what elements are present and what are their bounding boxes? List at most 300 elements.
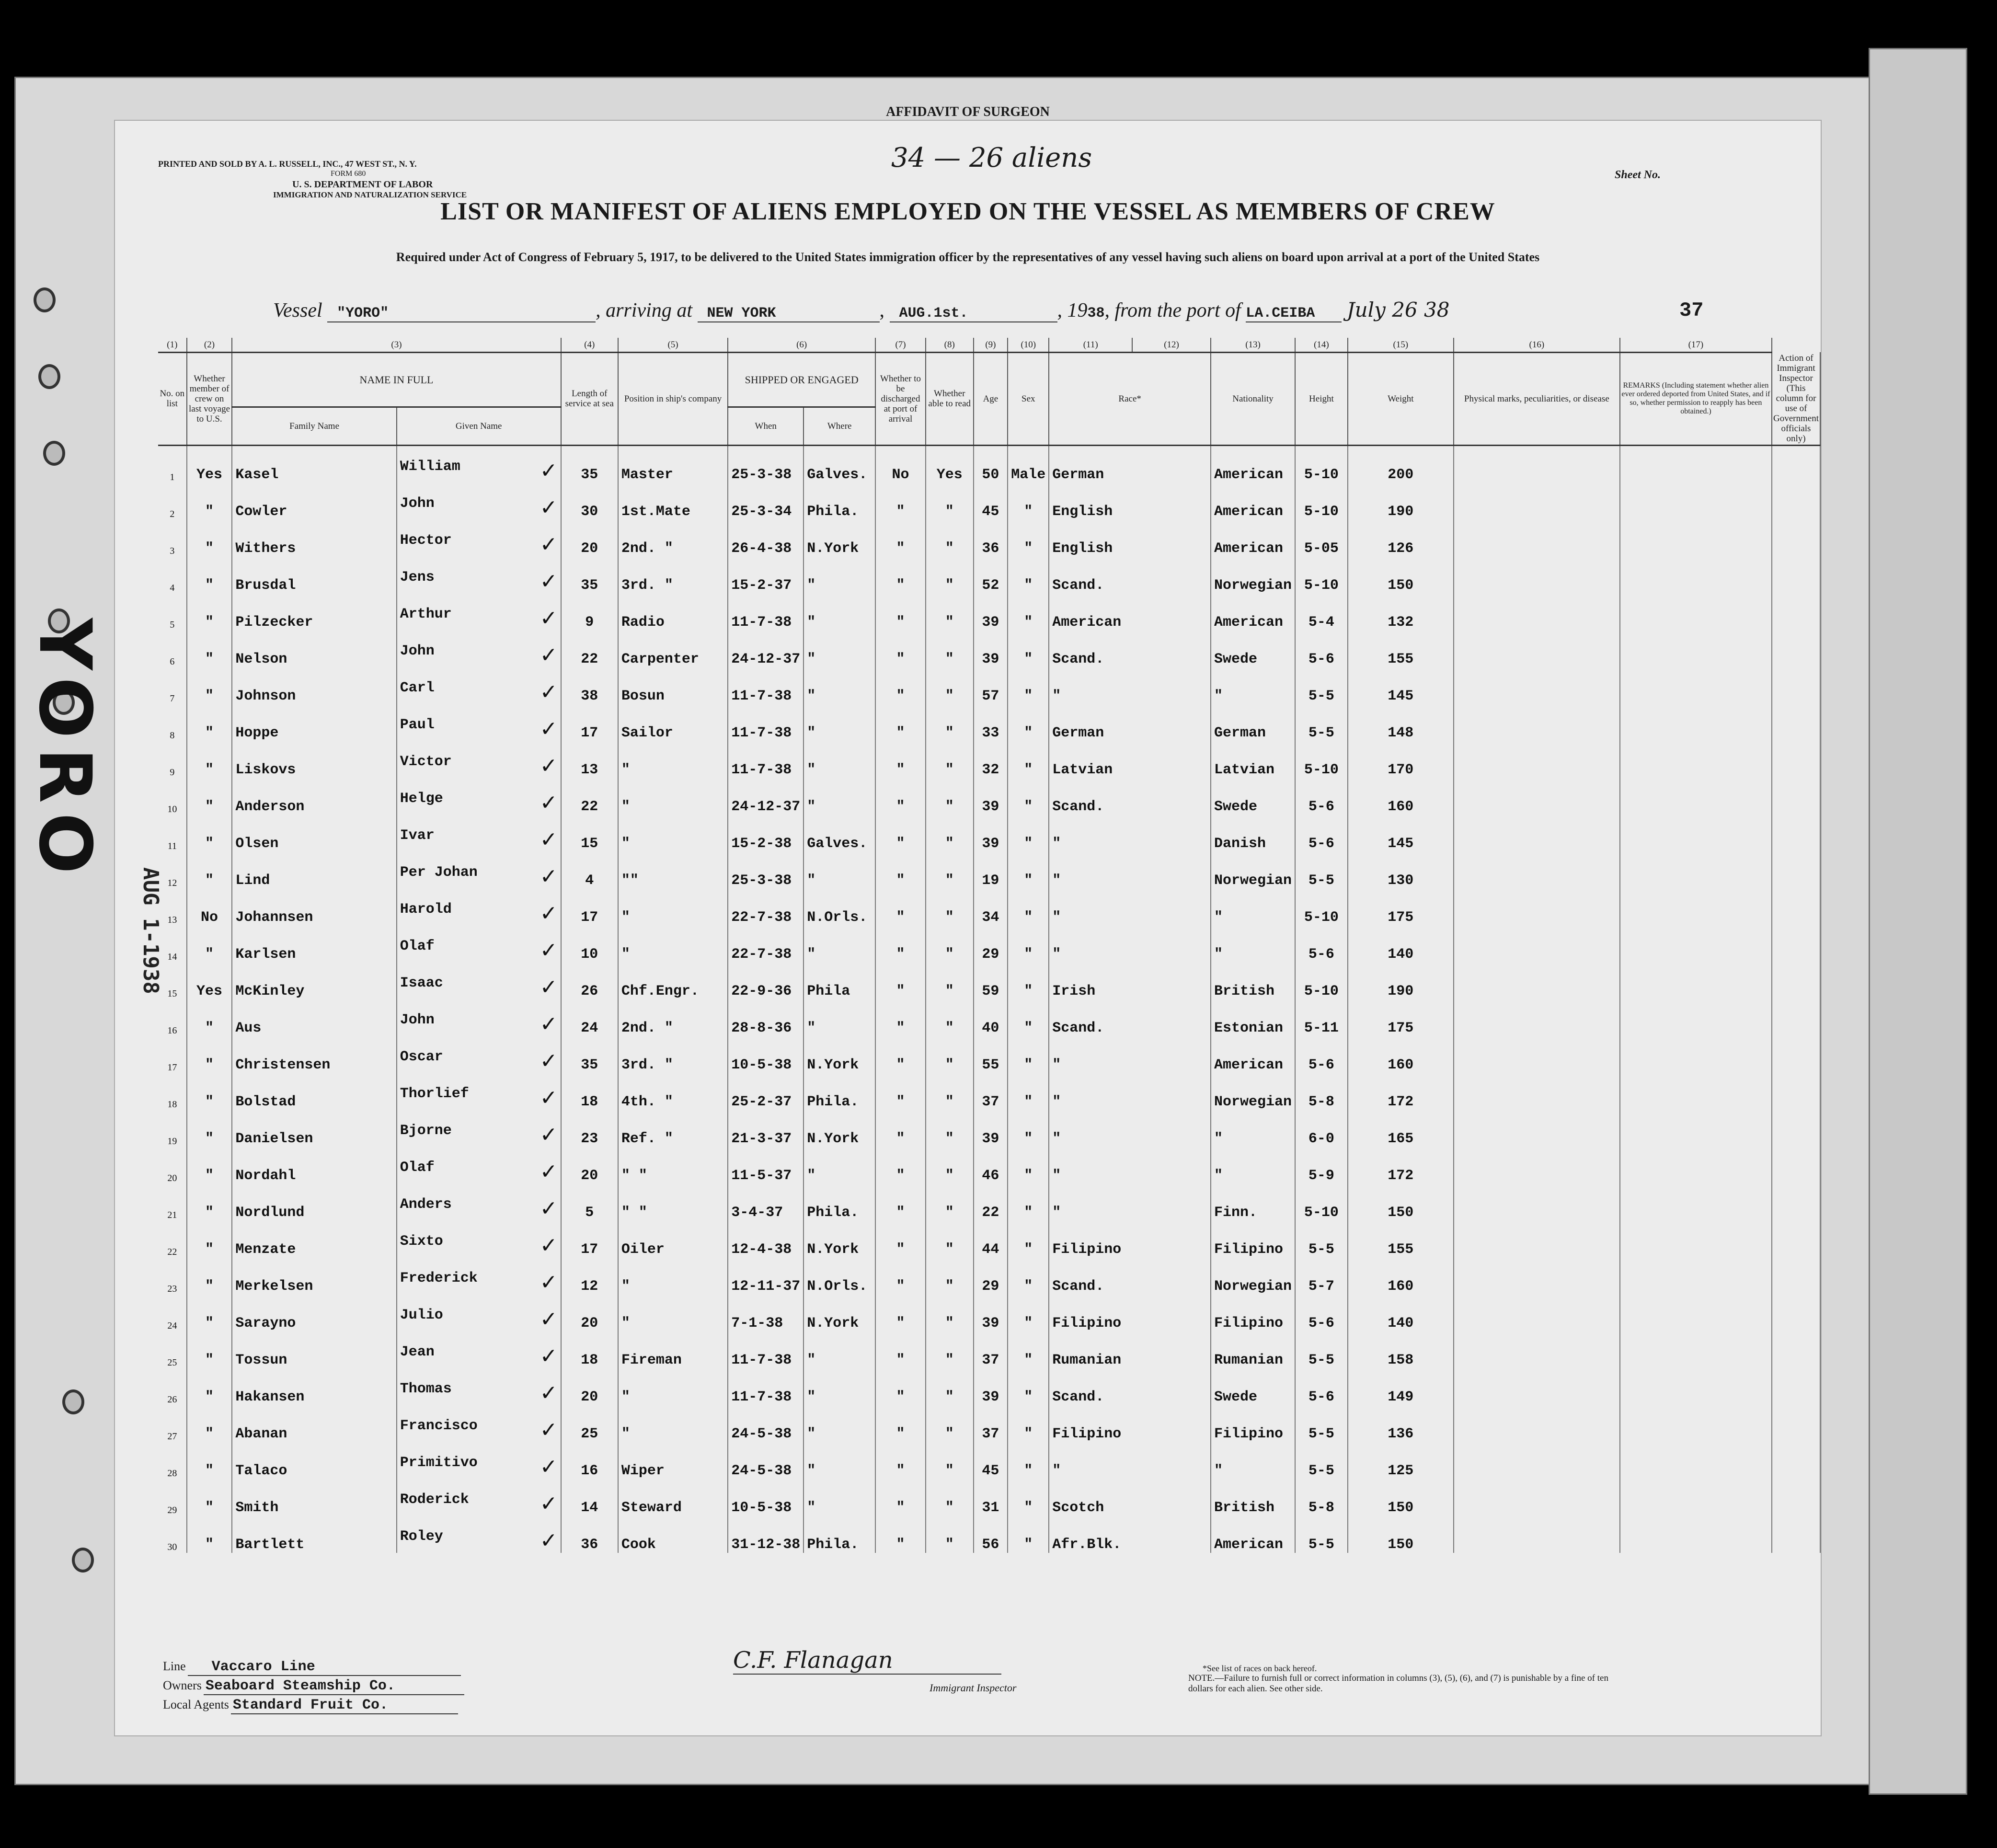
cell-shipped-where: Galves.	[803, 446, 875, 483]
cell-weight: 150	[1348, 1184, 1454, 1221]
cell-age: 29	[974, 1258, 1008, 1295]
column-header-previous-voyage: Whether member of crew on last voyage to U.S.	[187, 352, 232, 446]
cell-age: 37	[974, 1331, 1008, 1368]
check-mark-icon: ✓	[539, 1086, 558, 1110]
cell-previous-voyage: Yes	[187, 963, 232, 999]
row-number: 9	[158, 741, 187, 778]
cell-family-name: Karlsen	[232, 926, 396, 963]
cell-inspector-action	[1772, 1479, 1820, 1516]
cell-service: 17	[561, 704, 618, 741]
cell-family-name: McKinley	[232, 963, 396, 999]
from-port-label: , from the port of	[1104, 299, 1241, 321]
table-row	[158, 446, 1820, 483]
cell-position: "	[618, 1295, 728, 1331]
cell-family-name: Kasel	[232, 446, 396, 483]
cell-inspector-action	[1772, 1405, 1820, 1442]
cell-shipped-when: 25-2-37	[728, 1073, 803, 1110]
column-number: (9)	[974, 338, 1008, 352]
cell-shipped-when: 24-5-38	[728, 1405, 803, 1442]
line-label: Line	[163, 1659, 186, 1673]
cell-shipped-where: Galves.	[803, 815, 875, 852]
cell-race: "	[1049, 1073, 1211, 1110]
cell-height: 5-6	[1295, 926, 1348, 963]
cell-able-to-read: "	[926, 852, 974, 889]
row-number: 12	[158, 852, 187, 889]
cell-inspector-action	[1772, 520, 1820, 557]
column-header-inspector-action: Action of Immigrant Inspector (This column for use of Government officials only)	[1772, 352, 1820, 446]
cell-age: 36	[974, 520, 1008, 557]
check-mark-icon: ✓	[539, 1159, 558, 1184]
column-header-given-name: Given Name	[397, 407, 561, 445]
cell-inspector-action	[1772, 1110, 1820, 1147]
cell-given-name: Olaf ✓	[397, 1147, 561, 1184]
cell-age: 45	[974, 1442, 1008, 1479]
cell-previous-voyage: No	[187, 889, 232, 926]
cell-remarks	[1620, 999, 1772, 1036]
cell-previous-voyage: "	[187, 1147, 232, 1184]
cell-shipped-when: 10-5-38	[728, 1036, 803, 1073]
cell-sex: "	[1008, 631, 1049, 667]
cell-height: 5-6	[1295, 1295, 1348, 1331]
cell-physical-marks	[1454, 1036, 1620, 1073]
cell-sex: "	[1008, 667, 1049, 704]
cell-given-name: Victor ✓	[397, 741, 561, 778]
cell-discharged: "	[875, 1258, 926, 1295]
cell-shipped-when: 11-7-38	[728, 1368, 803, 1405]
cell-able-to-read: "	[926, 1442, 974, 1479]
cell-sex: "	[1008, 1442, 1049, 1479]
cell-previous-voyage: "	[187, 926, 232, 963]
cell-position: "	[618, 778, 728, 815]
row-number: 18	[158, 1073, 187, 1110]
cell-position: Radio	[618, 594, 728, 631]
cell-weight: 136	[1348, 1405, 1454, 1442]
cell-shipped-where: Phila.	[803, 1073, 875, 1110]
cell-shipped-where: N.York	[803, 1110, 875, 1147]
cell-age: 40	[974, 999, 1008, 1036]
cell-weight: 132	[1348, 594, 1454, 631]
cell-weight: 145	[1348, 667, 1454, 704]
cell-weight: 158	[1348, 1331, 1454, 1368]
cell-remarks	[1620, 631, 1772, 667]
check-mark-icon: ✓	[539, 975, 558, 999]
column-number: (17)	[1620, 338, 1772, 352]
footer-line	[163, 1659, 461, 1676]
cell-able-to-read: "	[926, 631, 974, 667]
punch-hole	[38, 364, 60, 389]
cell-weight: 149	[1348, 1368, 1454, 1405]
cell-given-name: Julio ✓	[397, 1295, 561, 1331]
column-header-shipped: SHIPPED OR ENGAGED	[728, 352, 875, 407]
cell-discharged: "	[875, 1295, 926, 1331]
cell-nationality: American	[1211, 483, 1295, 520]
cell-service: 14	[561, 1479, 618, 1516]
cell-given-name: Isaac ✓	[397, 963, 561, 999]
cell-weight: 150	[1348, 557, 1454, 594]
vessel-label: Vessel	[273, 299, 322, 321]
table-row	[158, 1295, 1820, 1331]
cell-physical-marks	[1454, 852, 1620, 889]
cell-remarks	[1620, 520, 1772, 557]
cell-given-name: Olaf ✓	[397, 926, 561, 963]
cell-able-to-read: "	[926, 1258, 974, 1295]
cell-nationality: Swede	[1211, 631, 1295, 667]
cell-weight: 155	[1348, 631, 1454, 667]
cell-service: 26	[561, 963, 618, 999]
cell-age: 33	[974, 704, 1008, 741]
cell-nationality: "	[1211, 1442, 1295, 1479]
cell-discharged: "	[875, 815, 926, 852]
cell-weight: 175	[1348, 999, 1454, 1036]
cell-height: 5-6	[1295, 778, 1348, 815]
cell-height: 5-8	[1295, 1479, 1348, 1516]
cell-nationality: "	[1211, 889, 1295, 926]
cell-shipped-where: N.York	[803, 1295, 875, 1331]
cell-nationality: Rumanian	[1211, 1331, 1295, 1368]
cell-inspector-action	[1772, 631, 1820, 667]
cell-position: Wiper	[618, 1442, 728, 1479]
check-mark-icon: ✓	[539, 1455, 558, 1479]
table-row	[158, 520, 1820, 557]
check-mark-icon: ✓	[539, 459, 558, 483]
cell-able-to-read: "	[926, 889, 974, 926]
cell-age: 46	[974, 1147, 1008, 1184]
cell-previous-voyage: "	[187, 1073, 232, 1110]
cell-given-name: Ivar ✓	[397, 815, 561, 852]
cell-age: 39	[974, 778, 1008, 815]
cell-inspector-action	[1772, 1147, 1820, 1184]
cell-physical-marks	[1454, 1368, 1620, 1405]
cell-physical-marks	[1454, 557, 1620, 594]
column-header-when: When	[728, 407, 803, 445]
cell-family-name: Bartlett	[232, 1516, 396, 1553]
cell-sex: "	[1008, 1147, 1049, 1184]
cell-inspector-action	[1772, 594, 1820, 631]
cell-inspector-action	[1772, 1368, 1820, 1405]
cell-previous-voyage: "	[187, 483, 232, 520]
table-row	[158, 999, 1820, 1036]
cell-sex: "	[1008, 1368, 1049, 1405]
cell-family-name: Nordahl	[232, 1147, 396, 1184]
column-header-position: Position in ship's company	[618, 352, 728, 446]
cell-physical-marks	[1454, 483, 1620, 520]
cell-previous-voyage: "	[187, 594, 232, 631]
check-mark-icon: ✓	[539, 717, 558, 741]
cell-inspector-action	[1772, 1295, 1820, 1331]
cell-nationality: Norwegian	[1211, 1073, 1295, 1110]
cell-position: "	[618, 741, 728, 778]
cell-service: 24	[561, 999, 618, 1036]
cell-previous-voyage: "	[187, 1184, 232, 1221]
column-header-no: No. on list	[158, 352, 187, 446]
row-number: 1	[158, 446, 187, 483]
cell-shipped-where: Phila.	[803, 483, 875, 520]
arrival-date-stamp: AUG 1-1938	[138, 867, 163, 994]
cell-inspector-action	[1772, 1073, 1820, 1110]
cell-height: 5-10	[1295, 889, 1348, 926]
cell-race: Scand.	[1049, 999, 1211, 1036]
column-number: (6)	[728, 338, 875, 352]
table-row	[158, 1442, 1820, 1479]
cell-height: 5-10	[1295, 1184, 1348, 1221]
table-row	[158, 1258, 1820, 1295]
cell-position: Steward	[618, 1479, 728, 1516]
cell-height: 5-05	[1295, 520, 1348, 557]
cell-position: ""	[618, 852, 728, 889]
table-row	[158, 1110, 1820, 1147]
cell-sex: "	[1008, 1295, 1049, 1331]
cell-shipped-when: 11-7-38	[728, 667, 803, 704]
cell-shipped-when: 12-4-38	[728, 1221, 803, 1258]
cell-discharged: "	[875, 1073, 926, 1110]
cell-discharged: "	[875, 1331, 926, 1368]
cell-shipped-when: 22-7-38	[728, 926, 803, 963]
cell-race: Filipino	[1049, 1405, 1211, 1442]
column-header-discharged: Whether to be discharged at port of arrival	[875, 352, 926, 446]
cell-position: " "	[618, 1184, 728, 1221]
cell-sex: "	[1008, 1184, 1049, 1221]
cell-shipped-when: 24-12-37	[728, 631, 803, 667]
cell-height: 5-10	[1295, 446, 1348, 483]
table-row	[158, 741, 1820, 778]
cell-inspector-action	[1772, 852, 1820, 889]
cell-inspector-action	[1772, 1516, 1820, 1553]
vessel-name-stamp: YORO	[23, 618, 106, 884]
cell-inspector-action	[1772, 1442, 1820, 1479]
cell-weight: 140	[1348, 1295, 1454, 1331]
cell-service: 18	[561, 1331, 618, 1368]
cell-nationality: Norwegian	[1211, 557, 1295, 594]
cell-nationality: Filipino	[1211, 1295, 1295, 1331]
cell-weight: 155	[1348, 1221, 1454, 1258]
cell-nationality: Filipino	[1211, 1221, 1295, 1258]
cell-height: 5-5	[1295, 1516, 1348, 1553]
punch-hole	[34, 287, 56, 312]
cell-given-name: Frederick ✓	[397, 1258, 561, 1295]
cell-remarks	[1620, 1368, 1772, 1405]
column-number: (13)	[1211, 338, 1295, 352]
cell-weight: 150	[1348, 1479, 1454, 1516]
cell-remarks	[1620, 667, 1772, 704]
cell-inspector-action	[1772, 704, 1820, 741]
cell-given-name: Paul ✓	[397, 704, 561, 741]
cell-shipped-where: N.York	[803, 1221, 875, 1258]
cell-age: 44	[974, 1221, 1008, 1258]
table-row	[158, 778, 1820, 815]
cell-physical-marks	[1454, 1295, 1620, 1331]
check-mark-icon: ✓	[539, 754, 558, 778]
cell-race: Filipino	[1049, 1295, 1211, 1331]
column-header-nationality: Nationality	[1211, 352, 1295, 446]
cell-remarks	[1620, 1184, 1772, 1221]
cell-able-to-read: "	[926, 963, 974, 999]
cell-previous-voyage: Yes	[187, 446, 232, 483]
cell-able-to-read: "	[926, 557, 974, 594]
cell-able-to-read: "	[926, 1221, 974, 1258]
cell-family-name: Johannsen	[232, 889, 396, 926]
cell-physical-marks	[1454, 631, 1620, 667]
cell-remarks	[1620, 1479, 1772, 1516]
check-mark-icon: ✓	[539, 791, 558, 815]
cell-shipped-where: "	[803, 926, 875, 963]
column-number: (4)	[561, 338, 618, 352]
table-row	[158, 704, 1820, 741]
cell-able-to-read: "	[926, 999, 974, 1036]
cell-physical-marks	[1454, 1110, 1620, 1147]
cell-nationality: American	[1211, 520, 1295, 557]
cell-service: 35	[561, 446, 618, 483]
cell-remarks	[1620, 1405, 1772, 1442]
cell-position: 2nd. "	[618, 999, 728, 1036]
cell-discharged: "	[875, 520, 926, 557]
cell-nationality: "	[1211, 667, 1295, 704]
cell-discharged: "	[875, 1442, 926, 1479]
cell-position: 1st.Mate	[618, 483, 728, 520]
cell-service: 12	[561, 1258, 618, 1295]
check-mark-icon: ✓	[539, 1492, 558, 1516]
cell-remarks	[1620, 1516, 1772, 1553]
cell-sex: "	[1008, 1258, 1049, 1295]
cell-able-to-read: "	[926, 667, 974, 704]
column-header-age: Age	[974, 352, 1008, 446]
check-mark-icon: ✓	[539, 1123, 558, 1147]
check-mark-icon: ✓	[539, 1196, 558, 1221]
row-number: 30	[158, 1516, 187, 1553]
check-mark-icon: ✓	[539, 680, 558, 704]
cell-race: Afr.Blk.	[1049, 1516, 1211, 1553]
cell-service: 20	[561, 520, 618, 557]
cell-age: 52	[974, 557, 1008, 594]
cell-given-name: Jens ✓	[397, 557, 561, 594]
cell-shipped-where: Phila	[803, 963, 875, 999]
cell-able-to-read: "	[926, 1110, 974, 1147]
cell-discharged: "	[875, 631, 926, 667]
cell-sex: "	[1008, 1331, 1049, 1368]
crew-manifest-table	[158, 338, 1821, 1553]
footer-agents	[163, 1697, 458, 1714]
cell-height: 5-10	[1295, 741, 1348, 778]
row-number: 10	[158, 778, 187, 815]
cell-sex: "	[1008, 1479, 1049, 1516]
cell-previous-voyage: "	[187, 520, 232, 557]
cell-able-to-read: "	[926, 1479, 974, 1516]
cell-family-name: Menzate	[232, 1221, 396, 1258]
back-sheet	[1869, 48, 1967, 1795]
cell-age: 19	[974, 852, 1008, 889]
cell-nationality: British	[1211, 963, 1295, 999]
check-mark-icon: ✓	[539, 1049, 558, 1073]
column-header-height: Height	[1295, 352, 1348, 446]
arrival-port: NEW YORK	[698, 305, 880, 322]
cell-race: "	[1049, 1110, 1211, 1147]
row-number: 19	[158, 1110, 187, 1147]
row-number: 4	[158, 557, 187, 594]
check-mark-icon: ✓	[539, 1381, 558, 1405]
cell-age: 56	[974, 1516, 1008, 1553]
cell-height: 5-5	[1295, 1331, 1348, 1368]
cell-nationality: German	[1211, 704, 1295, 741]
cell-discharged: "	[875, 1516, 926, 1553]
cell-age: 34	[974, 889, 1008, 926]
column-header-name: NAME IN FULL	[232, 352, 561, 407]
cell-sex: "	[1008, 557, 1049, 594]
cell-given-name: John ✓	[397, 999, 561, 1036]
cell-physical-marks	[1454, 594, 1620, 631]
cell-shipped-when: 10-5-38	[728, 1479, 803, 1516]
cell-age: 39	[974, 631, 1008, 667]
cell-shipped-where: "	[803, 999, 875, 1036]
cell-race: Rumanian	[1049, 1331, 1211, 1368]
cell-inspector-action	[1772, 667, 1820, 704]
cell-able-to-read: "	[926, 1184, 974, 1221]
cell-given-name: Francisco ✓	[397, 1405, 561, 1442]
cell-physical-marks	[1454, 1221, 1620, 1258]
cell-age: 29	[974, 926, 1008, 963]
cell-service: 9	[561, 594, 618, 631]
cell-service: 35	[561, 557, 618, 594]
cell-previous-voyage: "	[187, 1331, 232, 1368]
cell-shipped-when: 11-7-38	[728, 741, 803, 778]
cell-discharged: "	[875, 594, 926, 631]
cell-sex: "	[1008, 520, 1049, 557]
cell-service: 18	[561, 1073, 618, 1110]
cell-age: 39	[974, 1110, 1008, 1147]
manifest-sheet	[114, 104, 1822, 1736]
column-number: (3)	[232, 338, 561, 352]
cell-physical-marks	[1454, 1258, 1620, 1295]
cell-given-name: Arthur ✓	[397, 594, 561, 631]
cell-family-name: Johnson	[232, 667, 396, 704]
cell-previous-voyage: "	[187, 1036, 232, 1073]
check-mark-icon: ✓	[539, 1270, 558, 1295]
cell-weight: 148	[1348, 704, 1454, 741]
cell-nationality: Norwegian	[1211, 1258, 1295, 1295]
cell-age: 45	[974, 483, 1008, 520]
arrival-year: 38	[1087, 305, 1105, 321]
cell-family-name: Liskovs	[232, 741, 396, 778]
cell-physical-marks	[1454, 926, 1620, 963]
cell-physical-marks	[1454, 1442, 1620, 1479]
cell-race: Latvian	[1049, 741, 1211, 778]
cell-shipped-where: "	[803, 667, 875, 704]
cell-service: 20	[561, 1368, 618, 1405]
column-number: (15)	[1348, 338, 1454, 352]
penalty-note: NOTE.—Failure to furnish full or correct information in columns (3), (5), (6), and (7) is punishable by a fine of ten dollars for each alien. See other side.	[1188, 1673, 1608, 1694]
cell-remarks	[1620, 483, 1772, 520]
cell-previous-voyage: "	[187, 778, 232, 815]
cell-service: 13	[561, 741, 618, 778]
cell-previous-voyage: "	[187, 704, 232, 741]
cell-service: 30	[561, 483, 618, 520]
cell-position: "	[618, 815, 728, 852]
footer-owners	[163, 1678, 464, 1695]
row-number: 3	[158, 520, 187, 557]
cell-given-name: Primitivo ✓	[397, 1442, 561, 1479]
cell-previous-voyage: "	[187, 667, 232, 704]
check-mark-icon: ✓	[539, 1344, 558, 1368]
races-note: *See list of races on back hereof.	[1203, 1664, 1317, 1673]
cell-family-name: Smith	[232, 1479, 396, 1516]
table-row	[158, 1516, 1820, 1553]
cell-remarks	[1620, 778, 1772, 815]
cell-service: 36	[561, 1516, 618, 1553]
cell-height: 5-5	[1295, 1221, 1348, 1258]
cell-shipped-where: Phila.	[803, 1516, 875, 1553]
form-title: LIST OR MANIFEST OF ALIENS EMPLOYED ON THE VESSEL AS MEMBERS OF CREW	[440, 198, 1495, 225]
punch-hole	[43, 441, 65, 466]
cell-discharged: No	[875, 446, 926, 483]
row-number: 20	[158, 1147, 187, 1184]
